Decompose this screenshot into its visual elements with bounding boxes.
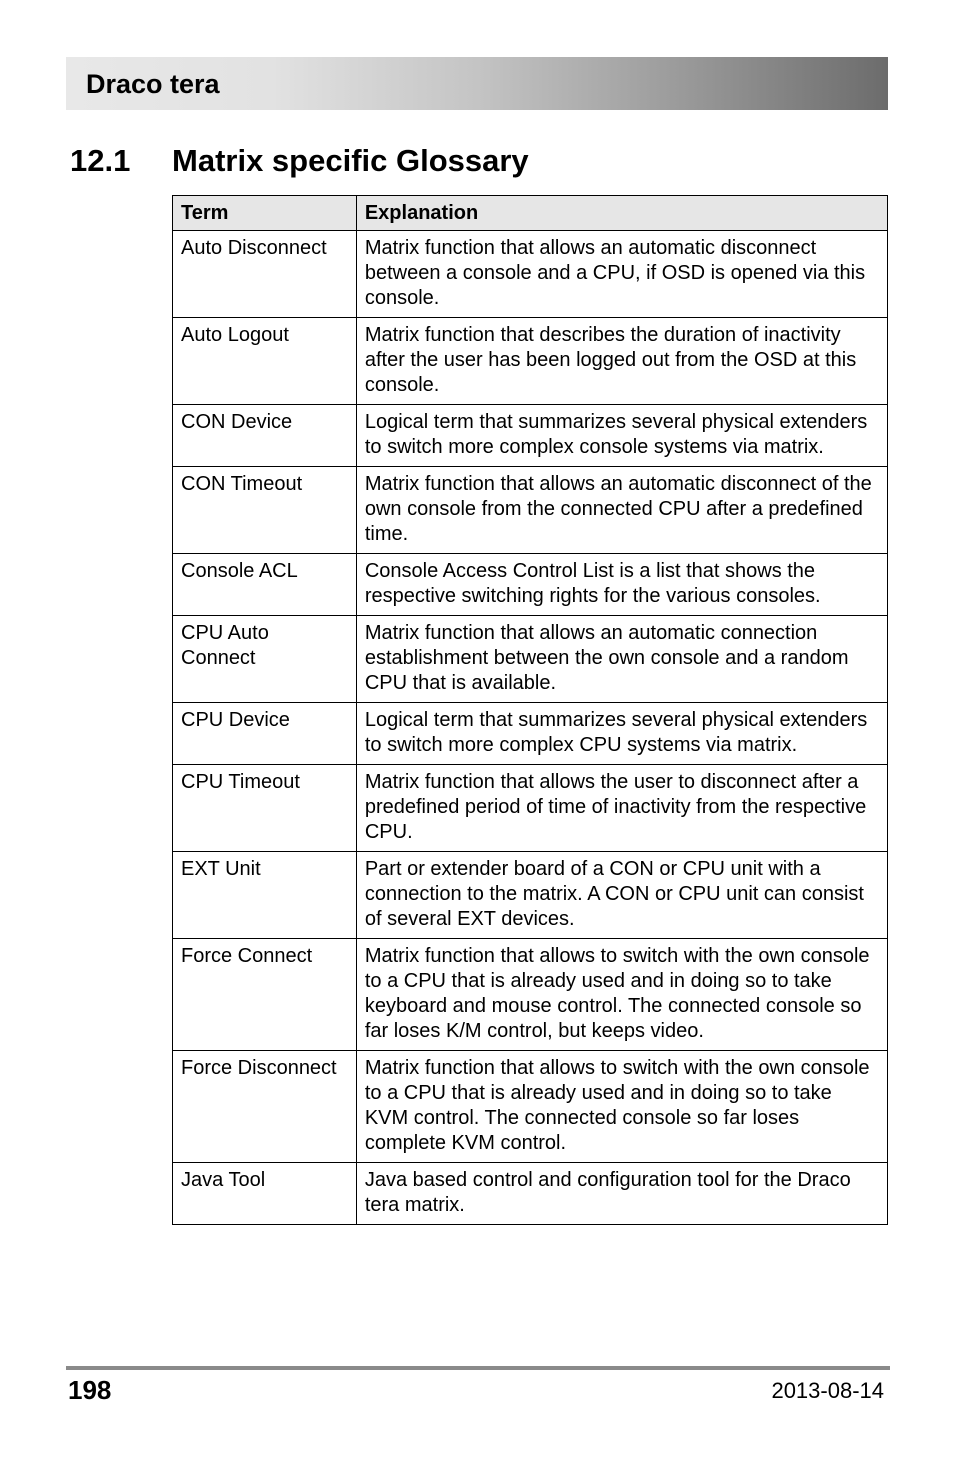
explanation-cell: Logical term that summarizes several physical extenders to switch more complex CPU systems via matrix. [356,703,887,765]
column-header-explanation: Explanation [356,196,887,231]
explanation-cell: Matrix function that allows the user to disconnect after a predefined period of time of inactivity from the respective CPU. [356,765,887,852]
table-row [173,1051,888,1163]
glossary-table [172,195,888,1225]
footer-divider [66,1366,890,1370]
table-row [173,467,888,554]
document-title: Draco tera [86,69,220,99]
explanation-cell: Java based control and configuration tool for the Draco tera matrix. [356,1163,887,1225]
term-cell: EXT Unit [173,852,357,939]
term-cell: Auto Logout [173,318,357,405]
table-row [173,405,888,467]
term-cell: CPU Auto Connect [173,616,357,703]
table-row [173,765,888,852]
term-cell: Java Tool [173,1163,357,1225]
page-number: 198 [68,1375,112,1405]
explanation-cell: Console Access Control List is a list that shows the respective switching rights for the various consoles. [356,554,887,616]
table-row [173,852,888,939]
term-cell: Auto Disconnect [173,231,357,318]
table-header-row [173,196,888,231]
section-heading [70,142,529,180]
explanation-cell: Matrix function that allows an automatic disconnect of the own console from the connected CPU after a predefined time. [356,467,887,554]
term-cell: Force Disconnect [173,1051,357,1163]
explanation-cell: Part or extender board of a CON or CPU unit with a connection to the matrix. A CON or CPU unit can consist of several EXT devices. [356,852,887,939]
explanation-cell: Matrix function that allows to switch with the own console to a CPU that is already used and in doing so to take KVM control. The connected console so far loses complete KVM control. [356,1051,887,1163]
table-row [173,231,888,318]
term-cell: CON Device [173,405,357,467]
explanation-cell: Logical term that summarizes several physical extenders to switch more complex console systems via matrix. [356,405,887,467]
term-cell: CPU Device [173,703,357,765]
table-row [173,554,888,616]
explanation-cell: Matrix function that describes the duration of inactivity after the user has been logged out from the OSD at this console. [356,318,887,405]
section-title: Matrix specific Glossary [172,143,529,178]
table-row [173,616,888,703]
column-header-term: Term [173,196,357,231]
table-row [173,703,888,765]
table-row [173,939,888,1051]
explanation-cell: Matrix function that allows an automatic disconnect between a console and a CPU, if OSD is opened via this console. [356,231,887,318]
table-row [173,1163,888,1225]
explanation-cell: Matrix function that allows to switch with the own console to a CPU that is already used and in doing so to take keyboard and mouse control. The connected console so far loses K/M control, but keeps video. [356,939,887,1051]
explanation-cell: Matrix function that allows an automatic connection establishment between the own console and a random CPU that is available. [356,616,887,703]
document-header-band [66,57,888,110]
term-cell: Console ACL [173,554,357,616]
term-cell: CPU Timeout [173,765,357,852]
table-row [173,318,888,405]
section-number: 12.1 [70,143,131,178]
term-cell: CON Timeout [173,467,357,554]
term-cell: Force Connect [173,939,357,1051]
footer-date: 2013-08-14 [771,1378,884,1403]
